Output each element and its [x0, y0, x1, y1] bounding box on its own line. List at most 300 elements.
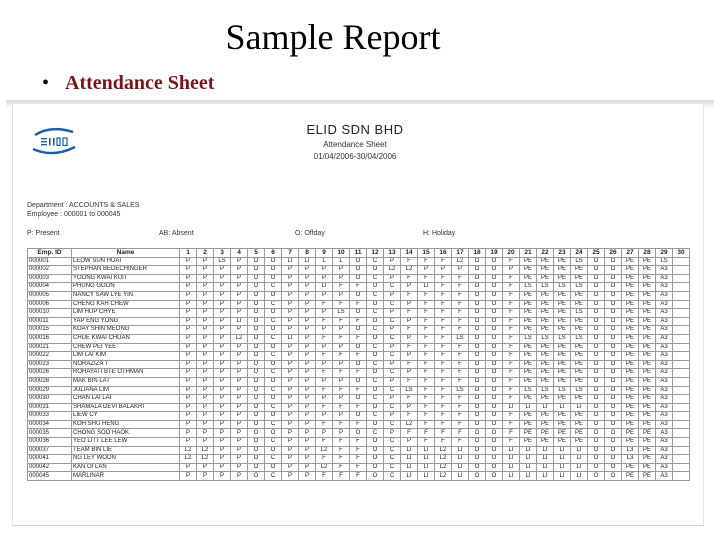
attendance-cell: F: [452, 429, 469, 438]
attendance-cell: PE: [520, 438, 537, 447]
attendance-cell: P: [299, 429, 316, 438]
emp-id-cell: 000035: [28, 429, 72, 438]
attendance-cell: F: [401, 309, 418, 318]
attendance-cell: C: [265, 420, 282, 429]
attendance-cell: O: [605, 472, 622, 481]
attendance-cell: F: [435, 274, 452, 283]
attendance-cell: F: [452, 317, 469, 326]
attendance-cell: O: [605, 446, 622, 455]
attendance-cell: P: [384, 326, 401, 335]
attendance-cell: PE: [554, 343, 571, 352]
attendance-cell: PE: [639, 369, 656, 378]
attendance-cell: O: [248, 412, 265, 421]
attendance-cell: O: [367, 420, 384, 429]
attendance-cell: F: [503, 386, 520, 395]
attendance-cell: C: [265, 438, 282, 447]
attendance-cell: O: [486, 412, 503, 421]
attendance-cell: F: [435, 317, 452, 326]
attendance-cell: O: [588, 395, 605, 404]
emp-id-cell: 000001: [28, 257, 72, 266]
attendance-cell: F: [350, 455, 367, 464]
attendance-cell: P: [214, 403, 231, 412]
attendance-cell: PE: [520, 274, 537, 283]
attendance-cell: O: [469, 386, 486, 395]
attendance-cell: L2: [316, 463, 333, 472]
attendance-cell: O: [605, 257, 622, 266]
attendance-cell: P: [282, 472, 299, 481]
attendance-cell: O: [486, 472, 503, 481]
attendance-cell: P: [435, 266, 452, 275]
attendance-cell: F: [333, 300, 350, 309]
legend-offday: O: Offday: [295, 230, 325, 237]
attendance-cell: O: [486, 429, 503, 438]
attendance-cell: F: [350, 317, 367, 326]
slide-title: Sample Report: [225, 17, 441, 57]
attendance-cell: C: [384, 334, 401, 343]
company-name: ELID SDN BHD: [306, 122, 404, 137]
attendance-cell: O: [350, 360, 367, 369]
attendance-cell: C: [265, 403, 282, 412]
attendance-cell: PE: [520, 395, 537, 404]
attendance-cell: P: [180, 472, 197, 481]
attendance-cell: P: [197, 317, 214, 326]
attendance-cell: P: [214, 463, 231, 472]
attendance-cell: P: [214, 291, 231, 300]
attendance-cell: P: [299, 412, 316, 421]
attendance-cell: [673, 412, 690, 421]
attendance-cell: [673, 343, 690, 352]
attendance-cell: F: [452, 283, 469, 292]
attendance-cell: O: [486, 317, 503, 326]
attendance-cell: PE: [520, 412, 537, 421]
attendance-cell: F: [418, 386, 435, 395]
attendance-cell: P: [214, 429, 231, 438]
attendance-cell: O: [265, 395, 282, 404]
attendance-cell: P: [401, 438, 418, 447]
attendance-cell: F: [503, 369, 520, 378]
attendance-cell: F: [452, 326, 469, 335]
attendance-cell: C: [384, 352, 401, 361]
attendance-cell: LI: [537, 403, 554, 412]
attendance-cell: PE: [639, 360, 656, 369]
attendance-cell: LS: [571, 257, 588, 266]
attendance-cell: P: [401, 300, 418, 309]
attendance-cell: LI: [571, 446, 588, 455]
attendance-cell: LS: [537, 283, 554, 292]
attendance-cell: P: [299, 395, 316, 404]
attendance-cell: PE: [622, 257, 639, 266]
attendance-cell: F: [435, 386, 452, 395]
attendance-cell: F: [452, 300, 469, 309]
attendance-cell: P: [282, 403, 299, 412]
attendance-cell: P: [299, 326, 316, 335]
attendance-cell: LS: [571, 309, 588, 318]
attendance-cell: PE: [520, 377, 537, 386]
attendance-cell: LI: [503, 472, 520, 481]
attendance-cell: O: [605, 291, 622, 300]
attendance-cell: F: [503, 438, 520, 447]
attendance-cell: P: [231, 291, 248, 300]
attendance-cell: [673, 429, 690, 438]
attendance-cell: F: [401, 326, 418, 335]
emp-name-cell: KOH SHU HENG: [72, 420, 180, 429]
day-header-16: 16: [435, 249, 452, 258]
attendance-cell: O: [486, 420, 503, 429]
attendance-cell: LI: [571, 472, 588, 481]
attendance-cell: A3: [656, 369, 673, 378]
attendance-cell: F: [452, 420, 469, 429]
attendance-cell: C: [367, 291, 384, 300]
attendance-cell: P: [231, 369, 248, 378]
attendance-cell: [673, 472, 690, 481]
attendance-cell: F: [452, 369, 469, 378]
attendance-cell: P: [197, 343, 214, 352]
attendance-cell: P: [282, 309, 299, 318]
emp-id-cell: 000021: [28, 343, 72, 352]
day-header-23: 23: [554, 249, 571, 258]
emp-id-cell: 000003: [28, 274, 72, 283]
attendance-cell: LI: [401, 472, 418, 481]
attendance-cell: PE: [537, 343, 554, 352]
attendance-cell: PE: [622, 429, 639, 438]
attendance-cell: F: [418, 300, 435, 309]
attendance-cell: F: [401, 395, 418, 404]
attendance-cell: LI: [401, 463, 418, 472]
attendance-cell: A3: [656, 274, 673, 283]
attendance-cell: C: [384, 403, 401, 412]
attendance-cell: F: [452, 395, 469, 404]
emp-id-cell: 000023: [28, 360, 72, 369]
attendance-cell: P: [299, 463, 316, 472]
attendance-cell: O: [486, 446, 503, 455]
attendance-cell: P: [180, 334, 197, 343]
attendance-cell: PE: [554, 369, 571, 378]
attendance-cell: P: [299, 291, 316, 300]
attendance-cell: PE: [571, 369, 588, 378]
attendance-cell: P: [384, 395, 401, 404]
attendance-cell: LI: [571, 455, 588, 464]
attendance-cell: PE: [554, 420, 571, 429]
attendance-cell: LI: [554, 403, 571, 412]
attendance-cell: F: [435, 257, 452, 266]
attendance-cell: F: [503, 291, 520, 300]
attendance-cell: P: [316, 291, 333, 300]
attendance-cell: P: [231, 257, 248, 266]
attendance-cell: LI: [503, 455, 520, 464]
attendance-cell: P: [180, 438, 197, 447]
attendance-cell: F: [503, 300, 520, 309]
attendance-cell: O: [248, 472, 265, 481]
table-row: [28, 334, 690, 343]
day-header-11: 11: [350, 249, 367, 258]
attendance-cell: LI: [537, 446, 554, 455]
attendance-cell: P: [333, 291, 350, 300]
attendance-cell: LI: [571, 463, 588, 472]
bullet-dot: •: [42, 72, 50, 94]
attendance-cell: PE: [639, 352, 656, 361]
attendance-cell: F: [435, 352, 452, 361]
day-header-15: 15: [418, 249, 435, 258]
attendance-cell: L2: [180, 446, 197, 455]
attendance-cell: O: [367, 283, 384, 292]
attendance-cell: [673, 352, 690, 361]
attendance-cell: C: [384, 317, 401, 326]
attendance-cell: P: [316, 429, 333, 438]
attendance-cell: O: [248, 343, 265, 352]
emp-name-cell: CHUE KWAI CHUAN: [72, 334, 180, 343]
attendance-cell: L: [333, 257, 350, 266]
attendance-table: [27, 248, 690, 481]
attendance-cell: P: [214, 446, 231, 455]
attendance-cell: P: [197, 386, 214, 395]
attendance-cell: P: [231, 309, 248, 318]
attendance-cell: O: [265, 266, 282, 275]
attendance-cell: PE: [520, 420, 537, 429]
attendance-cell: L2: [401, 266, 418, 275]
attendance-cell: PE: [554, 412, 571, 421]
attendance-cell: O: [248, 403, 265, 412]
attendance-cell: PE: [639, 274, 656, 283]
attendance-cell: O: [469, 369, 486, 378]
attendance-cell: O: [486, 309, 503, 318]
attendance-cell: LI: [503, 446, 520, 455]
attendance-cell: A3: [656, 343, 673, 352]
attendance-cell: O: [588, 300, 605, 309]
attendance-cell: O: [588, 412, 605, 421]
attendance-cell: O: [469, 377, 486, 386]
attendance-cell: PE: [639, 334, 656, 343]
attendance-cell: P: [180, 463, 197, 472]
attendance-cell: LS: [401, 386, 418, 395]
table-row: [28, 283, 690, 292]
attendance-cell: P: [282, 283, 299, 292]
emp-id-cell: 000030: [28, 395, 72, 404]
attendance-cell: P: [282, 317, 299, 326]
attendance-cell: O: [248, 463, 265, 472]
attendance-cell: L2: [197, 446, 214, 455]
attendance-cell: LI: [520, 463, 537, 472]
attendance-cell: PE: [622, 386, 639, 395]
attendance-cell: F: [401, 412, 418, 421]
attendance-cell: O: [605, 274, 622, 283]
attendance-cell: O: [588, 369, 605, 378]
attendance-cell: PE: [622, 291, 639, 300]
attendance-cell: PE: [622, 334, 639, 343]
attendance-cell: [673, 420, 690, 429]
attendance-cell: P: [180, 420, 197, 429]
attendance-cell: O: [469, 446, 486, 455]
attendance-cell: P: [316, 360, 333, 369]
attendance-cell: PE: [520, 429, 537, 438]
attendance-cell: LS: [571, 334, 588, 343]
attendance-cell: F: [452, 274, 469, 283]
attendance-cell: PE: [520, 360, 537, 369]
attendance-cell: [673, 283, 690, 292]
attendance-cell: PE: [520, 291, 537, 300]
attendance-cell: F: [401, 377, 418, 386]
attendance-cell: P: [214, 438, 231, 447]
attendance-cell: LI: [503, 463, 520, 472]
attendance-cell: PE: [639, 403, 656, 412]
attendance-cell: [673, 386, 690, 395]
attendance-cell: O: [469, 360, 486, 369]
attendance-cell: LI: [282, 257, 299, 266]
attendance-cell: PE: [622, 472, 639, 481]
emp-name-cell: KOAY SHIN MEONG: [72, 326, 180, 335]
attendance-cell: P: [197, 283, 214, 292]
attendance-cell: F: [503, 283, 520, 292]
attendance-cell: LS: [571, 283, 588, 292]
attendance-cell: F: [418, 377, 435, 386]
emp-name-cell: NG LEY WOON: [72, 455, 180, 464]
attendance-cell: PE: [537, 395, 554, 404]
attendance-cell: P: [282, 438, 299, 447]
attendance-cell: F: [401, 429, 418, 438]
attendance-cell: PE: [571, 291, 588, 300]
attendance-cell: F: [435, 369, 452, 378]
day-header-7: 7: [282, 249, 299, 258]
attendance-cell: A3: [656, 455, 673, 464]
attendance-cell: PE: [571, 352, 588, 361]
attendance-cell: O: [265, 326, 282, 335]
attendance-cell: P: [299, 420, 316, 429]
attendance-cell: P: [418, 266, 435, 275]
attendance-cell: P: [282, 369, 299, 378]
attendance-cell: O: [605, 386, 622, 395]
elid-logo-icon: [31, 126, 79, 156]
attendance-cell: O: [486, 334, 503, 343]
emp-name-cell: MAK BIN LAT: [72, 377, 180, 386]
attendance-cell: PE: [554, 377, 571, 386]
attendance-cell: O: [265, 429, 282, 438]
attendance-cell: C: [384, 438, 401, 447]
attendance-cell: P: [231, 360, 248, 369]
attendance-cell: C: [367, 429, 384, 438]
attendance-cell: A3: [656, 403, 673, 412]
attendance-cell: O: [486, 386, 503, 395]
attendance-cell: O: [588, 266, 605, 275]
attendance-cell: P: [282, 291, 299, 300]
attendance-cell: P: [384, 429, 401, 438]
emp-name-cell: KAN OI LAN: [72, 463, 180, 472]
attendance-cell: O: [248, 300, 265, 309]
attendance-cell: F: [401, 291, 418, 300]
attendance-cell: O: [588, 429, 605, 438]
table-row: [28, 446, 690, 455]
attendance-cell: F: [316, 420, 333, 429]
attendance-cell: PE: [554, 300, 571, 309]
attendance-cell: P: [214, 369, 231, 378]
attendance-cell: PE: [520, 257, 537, 266]
attendance-cell: P: [333, 395, 350, 404]
emp-name-cell: CHENG KAH CHEW: [72, 300, 180, 309]
attendance-cell: F: [503, 343, 520, 352]
day-header-22: 22: [537, 249, 554, 258]
attendance-cell: P: [299, 360, 316, 369]
attendance-cell: L2: [452, 257, 469, 266]
attendance-cell: C: [384, 386, 401, 395]
emp-id-cell: 000022: [28, 352, 72, 361]
attendance-cell: O: [469, 309, 486, 318]
table-header-row: [28, 249, 690, 258]
attendance-cell: O: [588, 438, 605, 447]
attendance-cell: P: [231, 326, 248, 335]
attendance-cell: P: [214, 360, 231, 369]
attendance-cell: PE: [639, 300, 656, 309]
attendance-cell: F: [435, 420, 452, 429]
attendance-cell: F: [316, 369, 333, 378]
emp-id-cell: 000005: [28, 291, 72, 300]
attendance-cell: F: [435, 283, 452, 292]
attendance-cell: PE: [537, 300, 554, 309]
attendance-cell: P: [333, 360, 350, 369]
attendance-cell: O: [367, 386, 384, 395]
attendance-cell: P: [299, 377, 316, 386]
attendance-cell: PE: [622, 352, 639, 361]
attendance-cell: O: [367, 334, 384, 343]
attendance-cell: O: [350, 326, 367, 335]
attendance-cell: F: [435, 438, 452, 447]
attendance-cell: P: [231, 463, 248, 472]
attendance-cell: PE: [537, 317, 554, 326]
attendance-cell: A3: [656, 283, 673, 292]
attendance-cell: LI: [452, 463, 469, 472]
attendance-cell: O: [605, 317, 622, 326]
attendance-cell: F: [350, 403, 367, 412]
emp-name-cell: MARLINAR: [72, 472, 180, 481]
attendance-cell: PE: [554, 291, 571, 300]
attendance-cell: O: [588, 446, 605, 455]
attendance-cell: O: [486, 403, 503, 412]
attendance-cell: A3: [656, 334, 673, 343]
attendance-cell: P: [231, 283, 248, 292]
employee-range-label: Employee : 000001 to 000045: [27, 211, 121, 218]
attendance-cell: P: [197, 395, 214, 404]
attendance-cell: C: [367, 360, 384, 369]
attendance-cell: C: [265, 369, 282, 378]
attendance-cell: P: [316, 309, 333, 318]
attendance-cell: P: [180, 377, 197, 386]
attendance-cell: PE: [520, 369, 537, 378]
bullet-item: [42, 72, 214, 95]
day-header-28: 28: [639, 249, 656, 258]
attendance-cell: L2: [435, 446, 452, 455]
attendance-cell: F: [503, 377, 520, 386]
attendance-cell: P: [197, 274, 214, 283]
attendance-cell: P: [231, 455, 248, 464]
attendance-cell: A3: [656, 420, 673, 429]
attendance-cell: PE: [571, 429, 588, 438]
attendance-cell: LS: [452, 386, 469, 395]
attendance-cell: PE: [571, 438, 588, 447]
attendance-cell: LS: [537, 334, 554, 343]
attendance-cell: F: [316, 455, 333, 464]
attendance-cell: P: [333, 429, 350, 438]
attendance-cell: P: [231, 420, 248, 429]
attendance-cell: A3: [656, 463, 673, 472]
attendance-cell: O: [350, 257, 367, 266]
legend-present: P: Present: [27, 230, 60, 237]
attendance-cell: O: [469, 438, 486, 447]
attendance-cell: C: [384, 420, 401, 429]
attendance-cell: PE: [639, 266, 656, 275]
attendance-cell: PE: [622, 403, 639, 412]
attendance-cell: O: [588, 309, 605, 318]
attendance-cell: O: [265, 377, 282, 386]
attendance-cell: F: [333, 438, 350, 447]
attendance-cell: A3: [656, 300, 673, 309]
attendance-cell: P: [214, 472, 231, 481]
